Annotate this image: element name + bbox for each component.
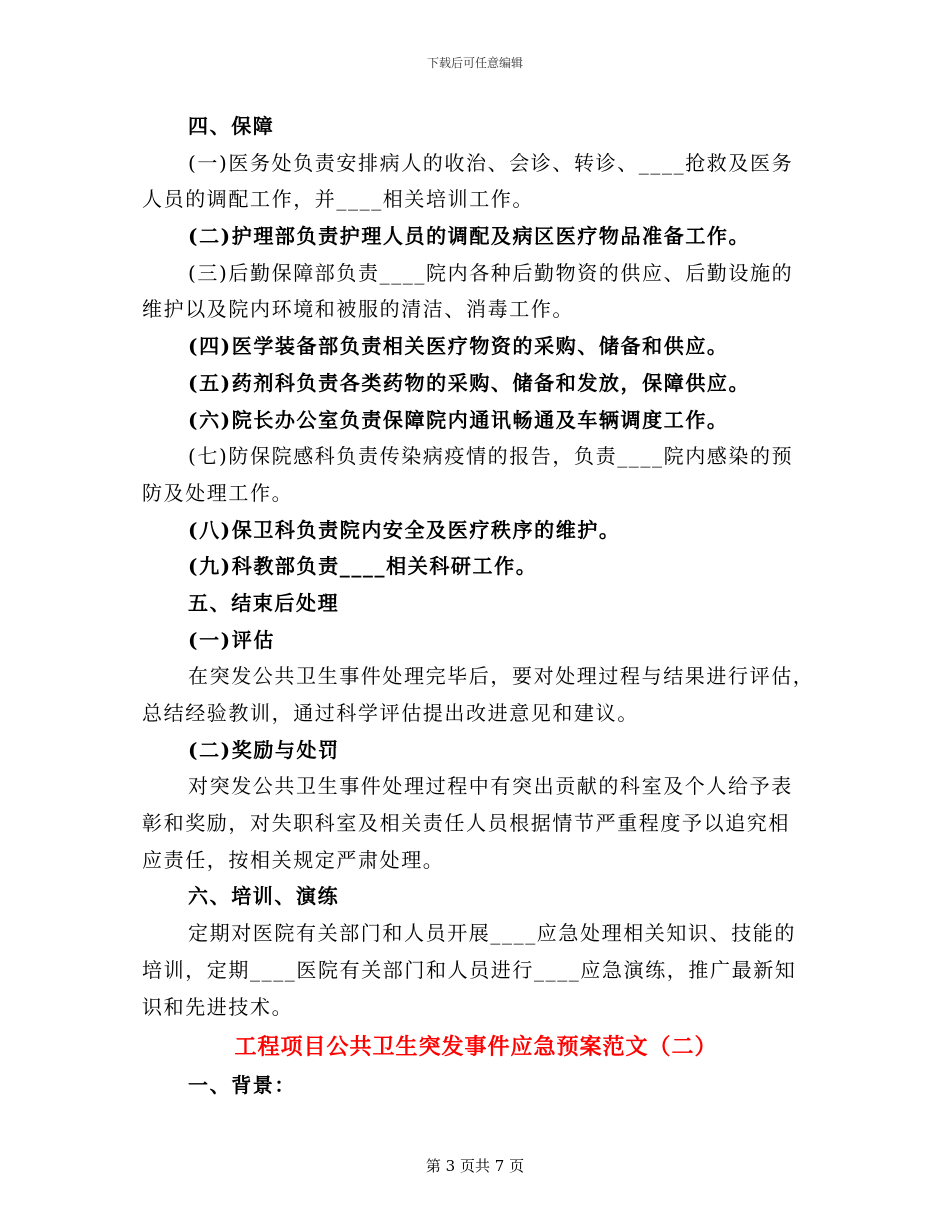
text-line: (九)科教部负责____相关科研工作。 [188, 554, 538, 579]
text-line: 总结经验教训，通过科学评估提出改进意见和建议。 [142, 701, 639, 725]
text-line: (二)奖励与处罚 [188, 737, 340, 762]
document-body [142, 108, 815, 1104]
text-line: (一)评估 [188, 627, 275, 652]
text-line: 培训，定期____医院有关部门和人员进行____应急演练，推广最新知 [142, 957, 797, 982]
text-line: 维护以及院内环境和被服的清洁、消毒工作。 [142, 297, 574, 322]
paragraph-lines [142, 108, 815, 1025]
text-line: 防及处理工作。 [142, 480, 294, 505]
text-line: (七)防保院感科负责传染病疫情的报告，负责____院内感染的预 [188, 444, 794, 469]
page-footer: 第 3 页共 7 页 [425, 1157, 525, 1175]
text-line: 识和先进技术。 [142, 994, 294, 1019]
text-line: (三)后勤保障部负责____院内各种后勤物资的供应、后勤设施的 [188, 260, 794, 285]
text-line: (二)护理部负责护理人员的调配及病区医疗物品准备工作。 [188, 224, 751, 249]
text-line: 四、保障 [188, 114, 275, 138]
text-line: (六)院长办公室负责保障院内通讯畅通及车辆调度工作。 [188, 407, 729, 432]
text-line: 五、结束后处理 [188, 590, 340, 615]
background-heading: 一、背景： [188, 1073, 296, 1098]
page-header: 下载后可任意编辑 [426, 56, 523, 70]
text-line: 定期对医院有关部门和人员开展____应急处理相关知识、技能的 [188, 921, 796, 946]
text-line: 在突发公共卫生事件处理完毕后，要对处理过程与结果进行评估， [188, 664, 815, 689]
text-line: (一)医务处负责安排病人的收治、会诊、转诊、____抢救及医务 [188, 150, 794, 175]
section-title: 工程项目公共卫生突发事件应急预案范文（二） [234, 1034, 718, 1061]
text-line: (四)医学装备部负责相关医疗物资的采购、储备和供应。 [188, 334, 729, 359]
text-line: 人员的调配工作，并____相关培训工作。 [142, 187, 534, 212]
text-line: 应责任，按相关规定严肃处理。 [142, 847, 445, 872]
text-line: 彰和奖励，对失职科室及相关责任人员根据情节严重程度予以追究相 [142, 811, 790, 836]
text-line: (五)药剂科负责各类药物的采购、储备和发放，保障供应。 [188, 370, 751, 395]
text-line: (八)保卫科负责院内安全及医疗秩序的维护。 [188, 517, 621, 542]
text-line: 对突发公共卫生事件处理过程中有突出贡献的科室及个人给予表 [188, 774, 793, 799]
text-line: 六、培训、演练 [188, 884, 340, 909]
